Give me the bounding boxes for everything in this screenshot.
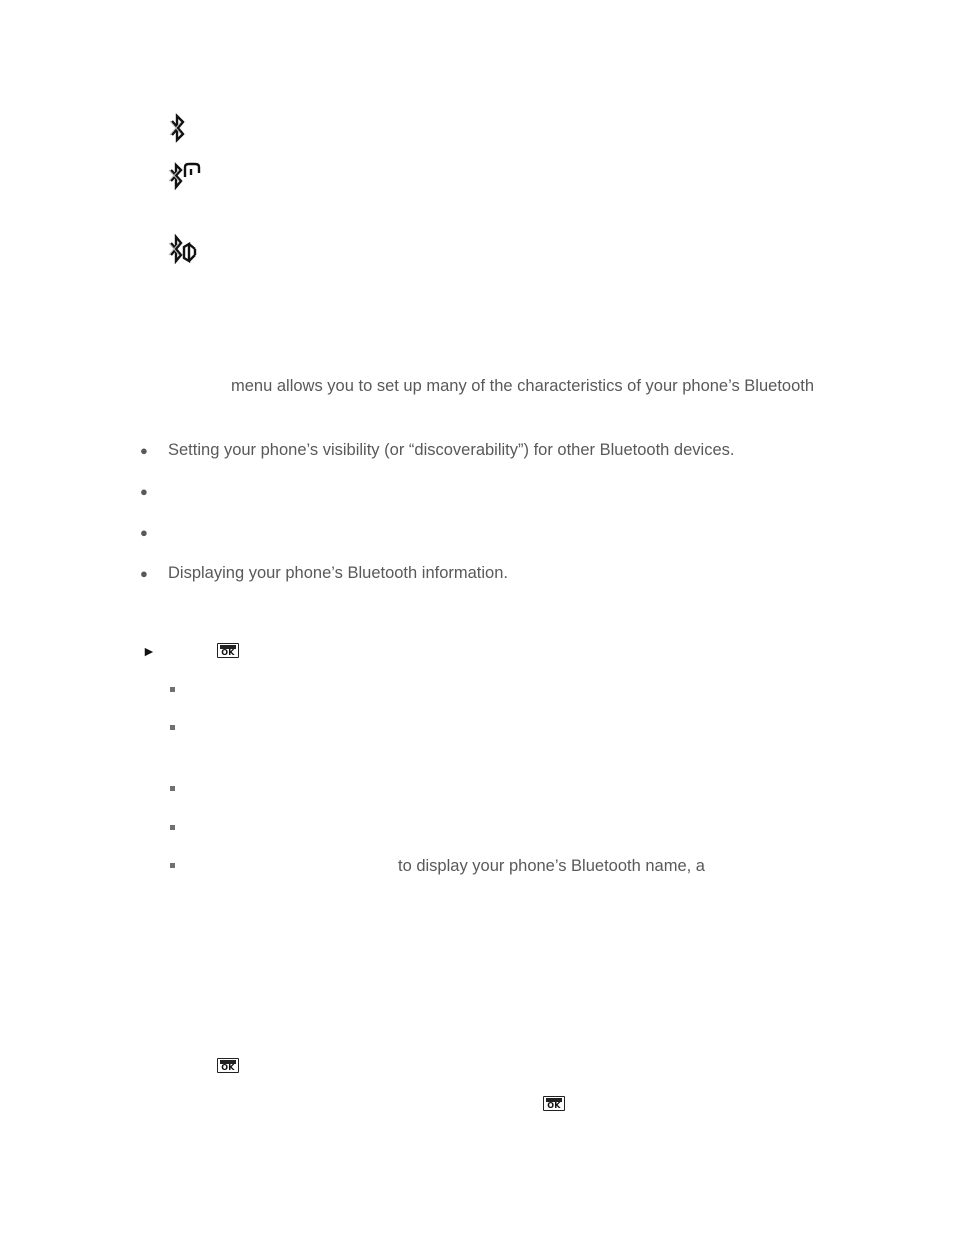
sub-item-marker [170, 863, 175, 868]
menu-ok-key-icon [217, 1058, 239, 1073]
sub-item-marker [170, 786, 175, 791]
sub-item-marker [170, 725, 175, 730]
menu-ok-key-icon [543, 1096, 565, 1111]
bullet-item: Setting your phone’s visibility (or “discoverability”) for other Bluetooth devices. [168, 441, 735, 459]
bullet-marker: ● [140, 484, 148, 499]
bluetooth-connected-icon [167, 161, 203, 193]
bullet-item: Displaying your phone’s Bluetooth information. [168, 564, 508, 582]
menu-ok-key-icon [217, 643, 239, 658]
sub-item-marker [170, 687, 175, 692]
intro-text: menu allows you to set up many of the characteristics of your phone’s Bluetooth [231, 377, 815, 395]
sub-item: to display your phone’s Bluetooth name, a [398, 857, 705, 875]
key-label: OK [547, 1101, 561, 1110]
bluetooth-icon [167, 112, 189, 146]
bullet-marker: ● [140, 443, 148, 458]
bullet-marker: ● [140, 566, 148, 581]
sub-item-marker [170, 825, 175, 830]
key-label: OK [221, 648, 235, 657]
bullet-marker: ● [140, 525, 148, 540]
bluetooth-hidden-icon [167, 233, 199, 267]
step-marker: ► [142, 643, 156, 659]
key-label: OK [221, 1063, 235, 1072]
